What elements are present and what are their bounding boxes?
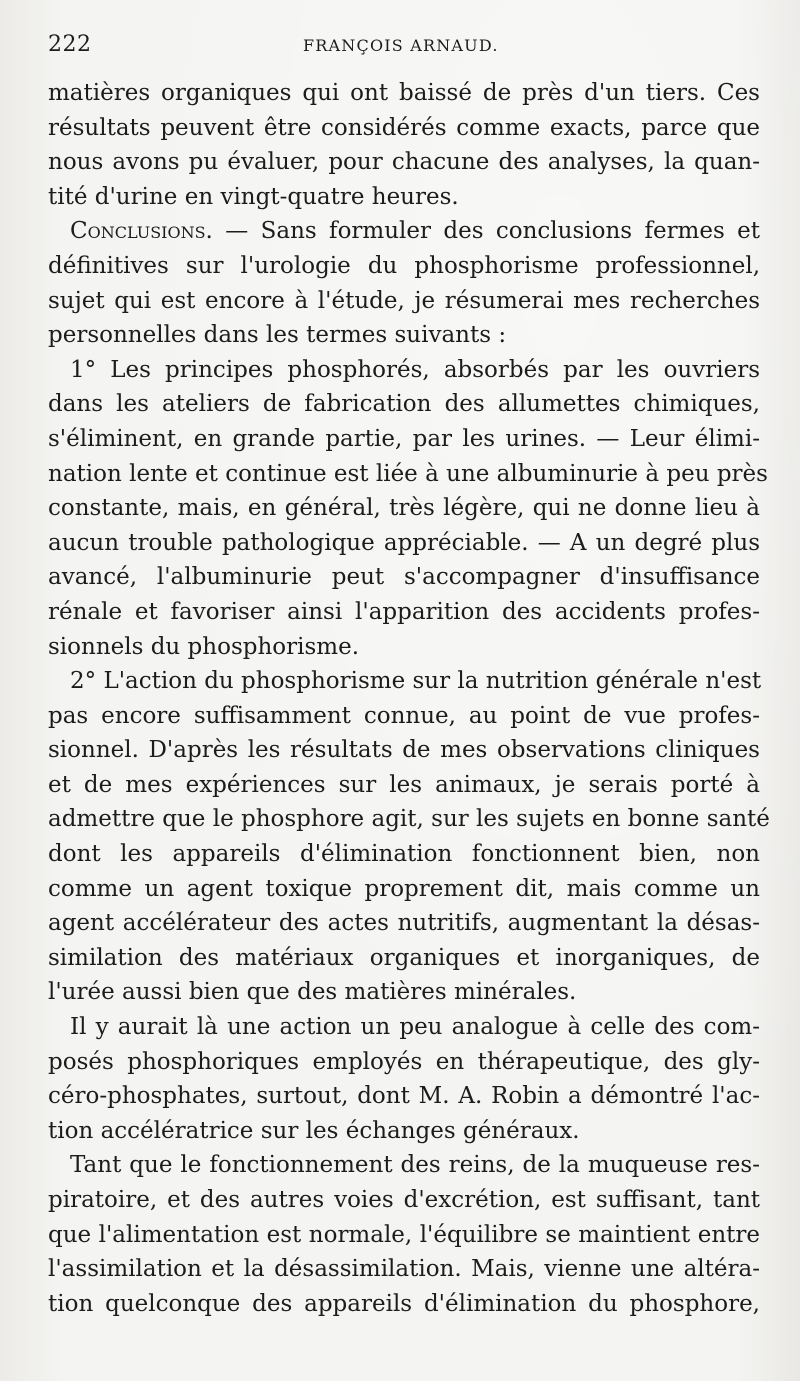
text-line: Il y aurait là une action un peu analogue à celle des com- <box>70 1014 760 1041</box>
text-line: que l'alimentation est normale, l'équilibre se maintient entre <box>48 1221 760 1248</box>
text-line: tion quelconque des appareils d'élimination du phosphore, <box>48 1290 760 1317</box>
text-line: — Sans formuler des conclusions fermes et <box>212 218 760 245</box>
text-line: personnelles dans les termes suivants : <box>48 322 507 349</box>
text-line: Tant que le fonctionnement des reins, de la muqueuse res- <box>70 1152 760 1179</box>
text-line: résultats peuvent être considérés comme exacts, parce que <box>48 114 760 141</box>
text-line: comme un agent toxique proprement dit, mais comme un <box>48 875 760 902</box>
text-line: dans les ateliers de fabrication des allumettes chimiques, <box>48 391 760 418</box>
text-line: définitives sur l'urologie du phosphorisme professionnel, <box>48 252 760 279</box>
text-line: avancé, l'albuminurie peut s'accompagner d'insuffisance <box>48 564 760 591</box>
text-line: nation lente et continue est liée à une albuminurie à peu près <box>48 460 768 487</box>
conclusions-heading: Conclusions. <box>70 218 213 245</box>
text-line: constante, mais, en général, très légère, qui ne donne lieu à <box>48 495 760 522</box>
text-line: tion accélératrice sur les échanges généraux. <box>48 1117 580 1144</box>
text-line: posés phosphoriques employés en thérapeutique, des gly- <box>48 1048 760 1075</box>
text-line: aucun trouble pathologique appréciable. — A un degré plus <box>48 529 760 556</box>
text-line: l'urée aussi bien que des matières minérales. <box>48 979 577 1006</box>
text-line: pas encore suffisamment connue, au point de vue profes- <box>48 702 760 729</box>
text-line: 1° Les principes phosphorés, absorbés par les ouvriers <box>70 356 760 383</box>
text-line: sionnels du phosphorisme. <box>48 633 360 660</box>
text-line: 2° L'action du phosphorisme sur la nutrition générale n'est <box>70 668 762 695</box>
text-line: céro-phosphates, surtout, dont M. A. Robin a démontré l'ac- <box>48 1083 760 1110</box>
page-number: 222 <box>48 32 92 57</box>
text-line: dont les appareils d'élimination fonctionnent bien, non <box>48 841 760 868</box>
text-line: admettre que le phosphore agit, sur les sujets en bonne santé <box>48 806 770 833</box>
text-line: piratoire, et des autres voies d'excrétion, est suffisant, tant <box>48 1187 760 1213</box>
text-line: l'assimilation et la désassimilation. Mais, vienne une altéra- <box>48 1256 760 1283</box>
text-line: agent accélérateur des actes nutritifs, augmentant la désas- <box>48 910 760 937</box>
text-line: similation des matériaux organiques et inorganiques, de <box>48 944 760 971</box>
text-line: et de mes expériences sur les animaux, je serais porté à <box>48 771 760 798</box>
body-text <box>48 76 770 1321</box>
conclusions-line <box>48 214 760 249</box>
text-line: nous avons pu évaluer, pour chacune des analyses, la quan- <box>48 149 760 176</box>
text-line: s'éliminent, en grande partie, par les urines. — Leur élimi- <box>48 425 760 452</box>
page-header <box>48 32 758 60</box>
text-line: tité d'urine en vingt-quatre heures. <box>48 183 459 210</box>
text-line: sujet qui est encore à l'étude, je résumerai mes recherches <box>48 287 760 314</box>
running-head: FRANÇOIS ARNAUD. <box>303 36 499 55</box>
text-line: matières organiques qui ont baissé de près d'un tiers. Ces <box>48 80 760 106</box>
text-line: sionnel. D'après les résultats de mes observations cliniques <box>48 737 760 764</box>
text-line: rénale et favoriser ainsi l'apparition des accidents profes- <box>48 598 760 625</box>
